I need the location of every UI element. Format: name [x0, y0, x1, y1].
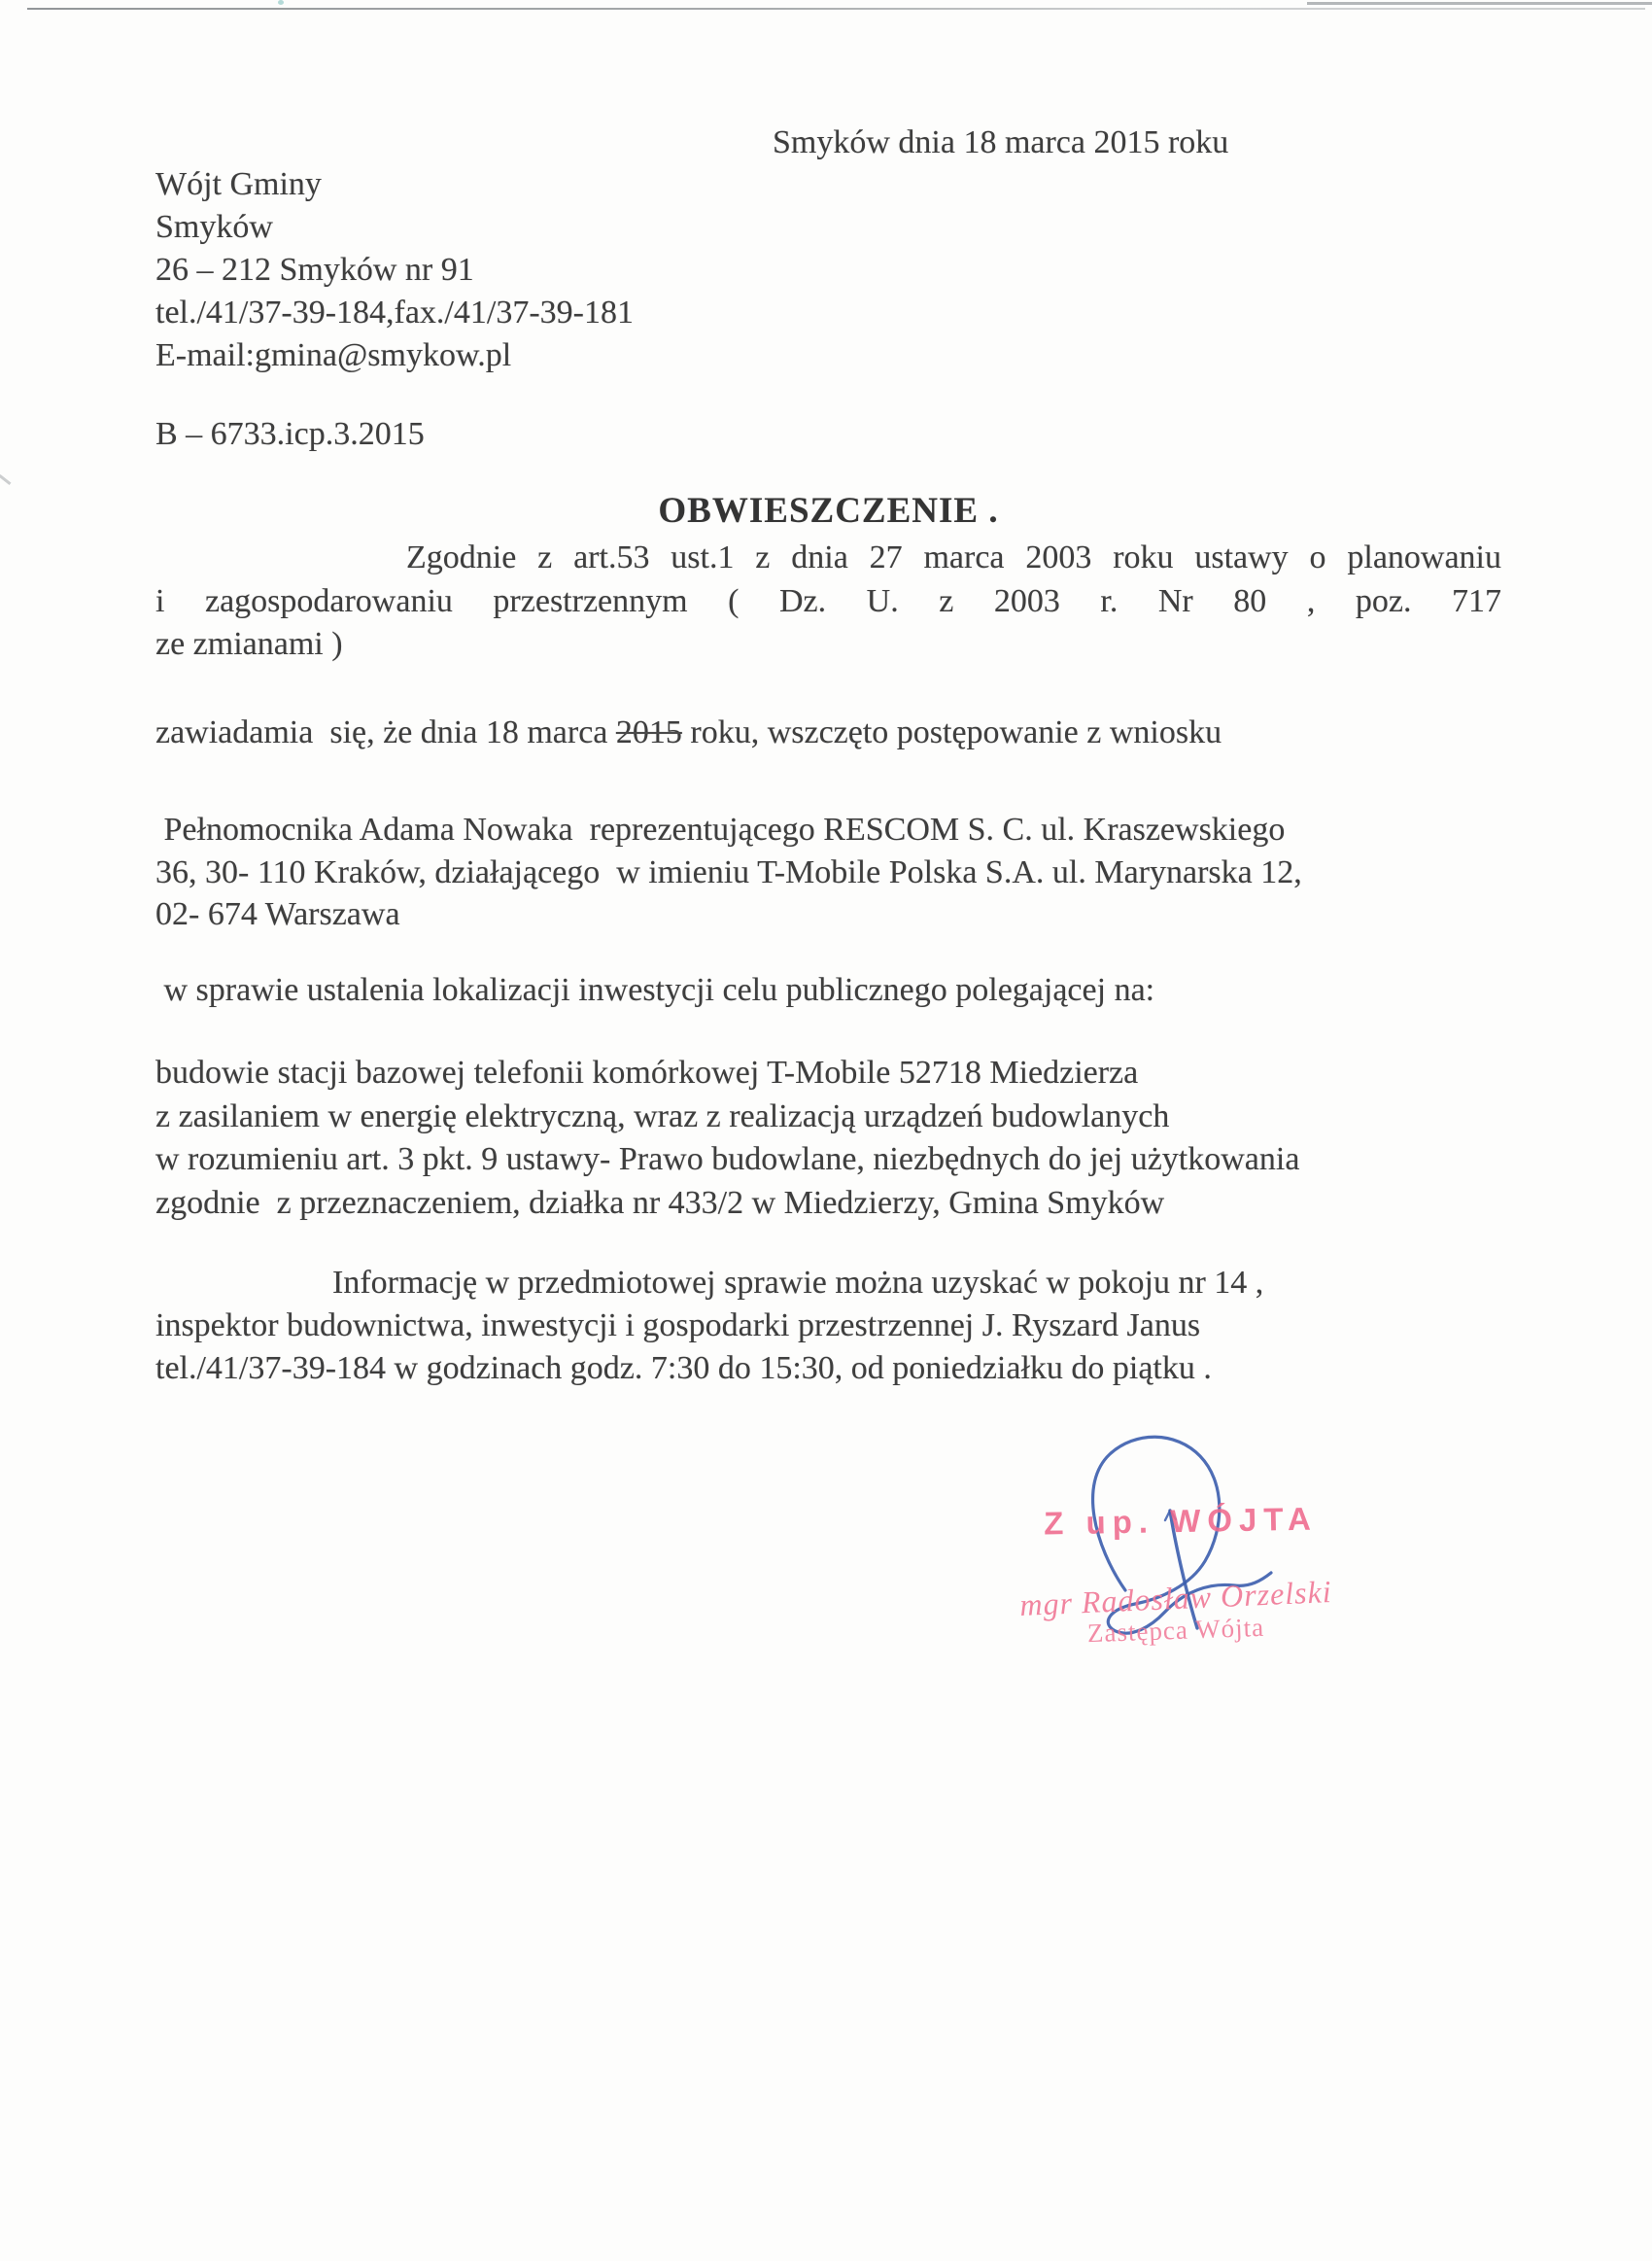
announcement-struck-year: 2015 — [615, 714, 682, 750]
stamp-signer-title: Zastępca Wójta — [1086, 1612, 1265, 1649]
scan-margin-artifact — [0, 474, 11, 485]
legal-line: ze zmianami ) — [155, 626, 343, 662]
sender-address-block — [155, 163, 634, 377]
contact-info-paragraph — [155, 1262, 1263, 1390]
announcement-text: roku, wszczęto postępowanie z wniosku — [681, 714, 1222, 750]
applicant-line: 02- 674 Warszawa — [155, 896, 400, 932]
scan-speck-artifact — [278, 0, 284, 5]
project-description-paragraph — [155, 1052, 1299, 1225]
announcement-text: zawiadamia się, że dnia 18 marca — [155, 714, 616, 750]
info-line: Informację w przedmiotowej sprawie można uzyskać w pokoju nr 14 , — [332, 1265, 1264, 1301]
project-line: zgodnie z przeznaczeniem, działka nr 433/2 w Miedzierzy, Gmina Smyków — [155, 1184, 1165, 1221]
legal-line: i zagospodarowaniu przestrzennym ( Dz. U. z 2003 r. Nr 80 , poz. 717 — [155, 582, 1501, 619]
scan-edge-artifact — [1307, 2, 1652, 5]
project-line: z zasilaniem w energię elektryczną, wraz z realizacją urządzeń budowlanych — [155, 1097, 1170, 1134]
sender-name: Wójt Gminy — [155, 166, 322, 202]
legal-basis-paragraph — [155, 537, 1501, 667]
project-line: budowie stacji bazowej telefonii komórkowej T-Mobile 52718 Miedzierza — [155, 1055, 1139, 1091]
sender-town: Smyków — [155, 209, 273, 245]
info-line: inspektor budownictwa, inwestycji i gospodarki przestrzennej J. Ryszard Janus — [155, 1307, 1201, 1343]
stamp-authority-line: Z up. WÓJTA — [1043, 1500, 1319, 1542]
sender-phone-fax: tel./41/37-39-184,fax./41/37-39-181 — [155, 295, 634, 330]
stamp-signer-name: mgr Radosław Orzelski — [1018, 1574, 1333, 1622]
sender-postal-address: 26 – 212 Smyków nr 91 — [155, 252, 474, 288]
scan-edge-artifact — [27, 8, 1645, 10]
case-number: B – 6733.icp.3.2015 — [155, 416, 425, 452]
sender-email: E-mail:gmina@smykow.pl — [155, 337, 512, 373]
project-line: w rozumieniu art. 3 pkt. 9 ustawy- Prawo budowlane, niezbędnych do jej użytkowania — [155, 1141, 1300, 1177]
notice-title: OBWIESZCZENIE . — [658, 491, 999, 531]
date-line: Smyków dnia 18 marca 2015 roku — [773, 124, 1229, 160]
info-line: tel./41/37-39-184 w godzinach godz. 7:30 do 15:30, od poniedziałku do piątku . — [155, 1350, 1212, 1386]
applicant-paragraph — [155, 809, 1302, 936]
applicant-line: Pełnomocnika Adama Nowaka reprezentującego RESCOM S. C. ul. Kraszewskiego — [155, 812, 1286, 848]
announcement-line — [155, 714, 1222, 751]
legal-line: Zgodnie z art.53 ust.1 z dnia 27 marca 2003 roku ustawy o planowaniu — [406, 539, 1501, 575]
applicant-line: 36, 30- 110 Kraków, działającego w imieniu T-Mobile Polska S.A. ul. Marynarska 12, — [155, 853, 1302, 890]
subject-line: w sprawie ustalenia lokalizacji inwestycji celu publicznego polegającej na: — [155, 972, 1155, 1008]
